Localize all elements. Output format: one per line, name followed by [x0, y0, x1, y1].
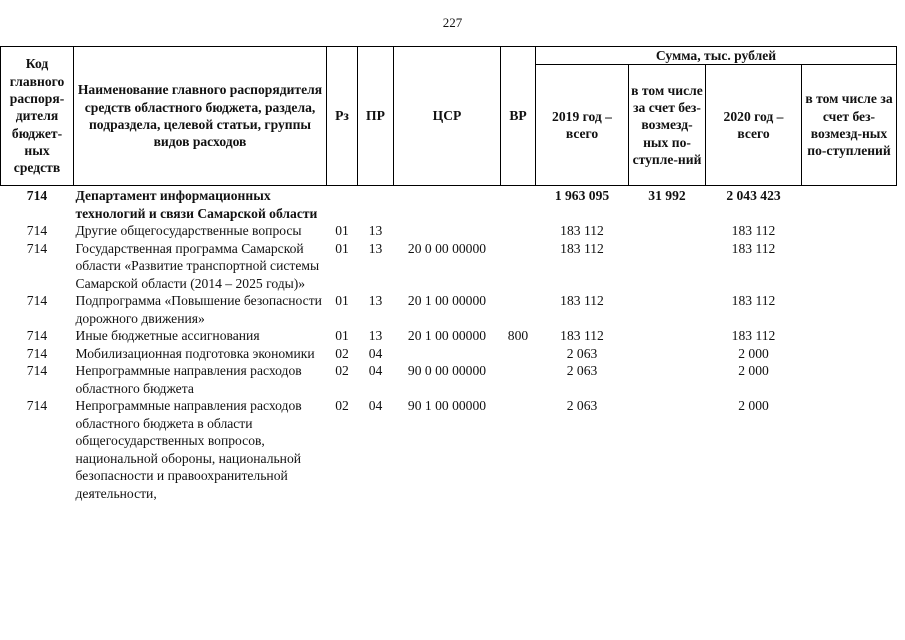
cell-code: 714 — [26, 293, 48, 308]
cell-2020-grants — [802, 327, 897, 345]
cell-2019-total: 1 963 095 — [554, 188, 610, 203]
header-2019-total: 2019 год – всего — [536, 65, 629, 186]
cell-vr — [501, 292, 536, 327]
cell-2020-total: 2 000 — [738, 345, 769, 361]
cell-csr: 90 1 00 00000 — [407, 398, 487, 413]
cell-2020-grants — [802, 222, 897, 240]
cell-pr — [358, 186, 394, 223]
cell-2019-grants — [629, 240, 706, 293]
cell-name: Иные бюджетные ассигнования — [75, 328, 260, 343]
cell-pr: 13 — [368, 328, 383, 343]
table-row — [1, 327, 897, 345]
cell-code: 714 — [26, 345, 48, 361]
cell-vr — [501, 186, 536, 223]
cell-2020-total: 183 112 — [731, 240, 776, 256]
cell-rz: 01 — [335, 240, 349, 256]
page-number: 227 — [442, 15, 463, 30]
cell-2019-total: 183 112 — [560, 293, 604, 308]
cell-csr — [394, 345, 501, 363]
cell-2019-grants — [629, 222, 706, 240]
cell-pr: 13 — [368, 240, 383, 256]
cell-rz: 01 — [335, 328, 349, 343]
cell-csr: 20 1 00 00000 — [407, 293, 487, 308]
cell-vr — [501, 345, 536, 363]
table-row — [1, 397, 897, 502]
cell-rz: 01 — [335, 293, 349, 308]
table-row — [1, 345, 897, 363]
cell-code: 714 — [26, 398, 48, 413]
cell-2020-grants — [802, 292, 897, 327]
cell-pr: 04 — [368, 345, 383, 361]
cell-csr — [394, 186, 501, 223]
cell-name: Подпрограмма «Повышение безопасности дорожного движения» — [75, 293, 322, 326]
cell-vr — [501, 362, 536, 397]
cell-rz — [327, 186, 358, 223]
cell-csr: 90 0 00 00000 — [407, 363, 487, 378]
cell-2020-total: 2 000 — [738, 363, 769, 378]
cell-2020-total: 2 000 — [738, 398, 769, 413]
table-header — [1, 47, 897, 186]
table-row — [1, 222, 897, 240]
cell-2020-grants — [802, 345, 897, 363]
cell-2020-total: 2 043 423 — [726, 188, 781, 203]
cell-name: Государственная программа Самарской области «Развитие транспортной системы Самарской области (2014 – 2025 годы)» — [75, 240, 320, 291]
cell-2019-total: 2 063 — [566, 398, 598, 413]
cell-2020-grants — [802, 240, 897, 293]
cell-vr: 800 — [507, 328, 529, 343]
table-row — [1, 362, 897, 397]
cell-csr: 20 1 00 00000 — [407, 328, 487, 343]
table-row — [1, 240, 897, 293]
cell-2019-total: 2 063 — [566, 363, 598, 378]
cell-code: 714 — [26, 240, 48, 256]
cell-code: 714 — [26, 328, 48, 343]
cell-2020-grants — [802, 362, 897, 397]
cell-vr — [501, 222, 536, 240]
header-2020-total: 2020 год – всего — [706, 65, 802, 186]
budget-table — [0, 46, 897, 502]
cell-code: 714 — [26, 223, 48, 238]
cell-2019-grants — [629, 345, 706, 363]
header-name: Наименование главного распорядителя средств областного бюджета, раздела, подраздела, целевой статьи, группы видов расходов — [74, 47, 327, 186]
cell-pr: 04 — [368, 398, 383, 413]
cell-rz: 02 — [335, 363, 349, 378]
header-sum-group: Сумма, тыс. рублей — [536, 47, 897, 65]
cell-name: Непрограммные направления расходов областного бюджета в области общегосударственных вопросов, национальной обороны, национальной безопасности и правоохранительной деятельности, — [75, 398, 302, 501]
cell-2019-total: 2 063 — [566, 345, 598, 361]
cell-pr: 04 — [368, 363, 383, 378]
cell-name: Непрограммные направления расходов областного бюджета — [75, 363, 302, 396]
cell-2019-grants — [629, 292, 706, 327]
cell-name: Мобилизационная подготовка экономики — [75, 345, 315, 361]
header-rz: Рз — [327, 47, 358, 186]
cell-rz: 01 — [335, 223, 349, 238]
header-2020-grants: в том числе за счет без-возмезд-ных по-ступлений — [802, 65, 897, 186]
cell-2019-grants — [629, 397, 706, 502]
cell-code: 714 — [26, 188, 48, 203]
cell-pr: 13 — [368, 223, 383, 238]
cell-2020-total: 183 112 — [731, 293, 776, 308]
table-row — [1, 186, 897, 223]
cell-pr: 13 — [368, 293, 383, 308]
cell-name: Другие общегосударственные вопросы — [75, 223, 302, 238]
cell-2020-grants — [802, 397, 897, 502]
cell-2019-grants — [629, 362, 706, 397]
cell-2020-total: 183 112 — [731, 328, 776, 343]
cell-csr: 20 0 00 00000 — [407, 240, 487, 256]
cell-2020-total: 183 112 — [731, 223, 776, 238]
cell-vr — [501, 397, 536, 502]
table-body — [1, 186, 897, 503]
cell-code: 714 — [26, 363, 48, 378]
cell-rz: 02 — [335, 398, 349, 413]
cell-2020-grants — [802, 186, 897, 223]
header-vr: ВР — [501, 47, 536, 186]
header-2019-grants: в том числе за счет без-возмезд-ных по-ступле-ний — [629, 65, 706, 186]
table-row — [1, 292, 897, 327]
header-code: Код главного распоря-дителя бюджет-ных средств — [1, 47, 74, 186]
header-pr: ПР — [358, 47, 394, 186]
header-csr: ЦСР — [394, 47, 501, 186]
cell-csr — [394, 222, 501, 240]
cell-vr — [501, 240, 536, 293]
cell-2019-total: 183 112 — [560, 240, 604, 256]
cell-rz: 02 — [335, 345, 349, 361]
cell-2019-total: 183 112 — [560, 328, 604, 343]
cell-name: Департамент информационных технологий и связи Самарской области — [75, 188, 318, 221]
cell-2019-grants: 31 992 — [648, 188, 686, 203]
cell-2019-grants — [629, 327, 706, 345]
cell-2019-total: 183 112 — [560, 223, 604, 238]
